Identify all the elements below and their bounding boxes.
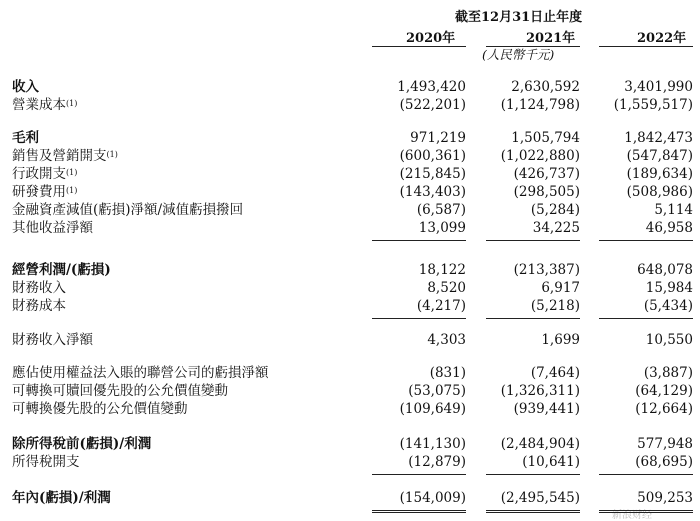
- value-2021: 6,917: [541, 280, 580, 296]
- value-2021: (2,495,545): [500, 490, 580, 506]
- table-row: [0, 184, 700, 201]
- row-label-text: 營業成本: [12, 97, 66, 113]
- value-2020: (141,130): [399, 436, 466, 452]
- table-row: [0, 383, 700, 400]
- row-label-text: 財務收入淨額: [12, 332, 93, 348]
- row-label-text: 毛利: [12, 130, 39, 146]
- value-2020: (522,201): [399, 97, 466, 113]
- row-label: [12, 166, 77, 183]
- row-label-text: 研發費用: [12, 184, 66, 200]
- total-double-rule: [372, 510, 466, 513]
- row-label: [12, 130, 39, 147]
- value-2021: (298,505): [513, 184, 580, 200]
- table-row: [0, 280, 700, 297]
- value-2022: 509,253: [637, 490, 693, 506]
- row-label-text: 其他收益淨額: [12, 220, 93, 236]
- header-rule-2: [486, 46, 580, 47]
- year-2022-header: 2022年: [637, 31, 687, 46]
- row-label-text: 可轉換優先股的公允價值變動: [12, 401, 188, 417]
- value-2020: (109,649): [399, 401, 466, 417]
- value-2022: (3,887): [643, 365, 693, 381]
- subtotal-rule: [599, 318, 693, 319]
- value-2021: (213,387): [513, 262, 580, 278]
- value-2020: (831): [429, 365, 466, 381]
- value-2022: 1,842,473: [624, 130, 693, 146]
- row-label-text: 金融資產減值(虧損)淨額/減值虧損撥回: [12, 202, 244, 218]
- row-label-text: 收入: [12, 79, 39, 95]
- row-label: [12, 262, 111, 279]
- value-2022: 577,948: [637, 436, 693, 452]
- table-row: [0, 262, 700, 279]
- subtotal-rule: [372, 474, 466, 475]
- value-2020: (154,009): [399, 490, 466, 506]
- value-2021: 1,699: [541, 332, 580, 348]
- row-label: [12, 436, 151, 453]
- value-2022: 46,958: [645, 220, 693, 236]
- value-2021: (1,022,880): [500, 148, 580, 164]
- watermark: 新浪财经: [612, 510, 652, 521]
- value-2022: 10,550: [645, 332, 693, 348]
- year-2021-header: 2021年: [526, 31, 576, 46]
- table-row: [0, 365, 700, 382]
- value-2022: (547,847): [626, 148, 693, 164]
- row-label: [12, 454, 80, 471]
- table-row: [0, 298, 700, 315]
- row-label: [12, 332, 93, 349]
- total-double-rule: [486, 510, 580, 513]
- row-label: [12, 97, 77, 114]
- value-2021: 34,225: [532, 220, 580, 236]
- subtotal-rule: [599, 240, 693, 241]
- subtotal-rule: [486, 318, 580, 319]
- subtotal-rule: [372, 240, 466, 241]
- value-2021: (1,124,798): [500, 97, 580, 113]
- value-2021: 1,505,794: [511, 130, 580, 146]
- row-label-text: 年內(虧損)/利潤: [12, 490, 111, 506]
- row-label: [12, 148, 118, 165]
- year-2020-header: 2020年: [406, 31, 456, 46]
- footnote-marker: (1): [106, 150, 118, 159]
- row-label: [12, 365, 269, 382]
- row-label-text: 應佔使用權益法入賬的聯營公司的虧損淨額: [12, 365, 269, 381]
- value-2020: 971,219: [410, 130, 466, 146]
- table-row: [0, 97, 700, 114]
- value-2022: (1,559,517): [613, 97, 693, 113]
- value-2022: 15,984: [645, 280, 693, 296]
- table-row: [0, 166, 700, 183]
- table-row: [0, 454, 700, 471]
- row-label: [12, 280, 66, 297]
- table-row: [0, 148, 700, 165]
- table-row: [0, 220, 700, 237]
- value-2021: (2,484,904): [500, 436, 580, 452]
- value-2020: (12,879): [408, 454, 466, 470]
- row-label-text: 可轉換可贖回優先股的公允價值變動: [12, 383, 228, 399]
- value-2020: (600,361): [399, 148, 466, 164]
- value-2020: 13,099: [418, 220, 466, 236]
- row-label-text: 銷售及營銷開支: [12, 148, 107, 164]
- table-row: [0, 490, 700, 507]
- value-2021: (939,441): [513, 401, 580, 417]
- header-rule-3: [599, 46, 693, 47]
- value-2020: 18,122: [418, 262, 466, 278]
- value-2021: (5,284): [530, 202, 580, 218]
- row-label: [12, 383, 228, 400]
- row-label-text: 行政開支: [12, 166, 66, 182]
- value-2021: (426,737): [513, 166, 580, 182]
- value-2021: (10,641): [522, 454, 580, 470]
- currency-unit: (人民幣千元): [482, 47, 555, 62]
- total-double-rule: [599, 510, 693, 513]
- value-2022: (508,986): [626, 184, 693, 200]
- value-2020: (4,217): [416, 298, 466, 314]
- value-2020: (143,403): [399, 184, 466, 200]
- row-label: [12, 220, 93, 237]
- table-row: [0, 436, 700, 453]
- value-2022: (189,634): [626, 166, 693, 182]
- row-label: [12, 202, 243, 219]
- row-label: [12, 298, 66, 315]
- row-label: [12, 490, 111, 507]
- row-label-text: 除所得稅前(虧損)/利潤: [12, 436, 152, 452]
- table-row: [0, 401, 700, 418]
- value-2020: 1,493,420: [397, 79, 466, 95]
- value-2020: 8,520: [427, 280, 466, 296]
- value-2020: (215,845): [399, 166, 466, 182]
- table-row: [0, 130, 700, 147]
- table-row: [0, 202, 700, 219]
- table-row: [0, 79, 700, 96]
- value-2022: 5,114: [654, 202, 693, 218]
- value-2022: (64,129): [635, 383, 693, 399]
- row-label: [12, 184, 77, 201]
- value-2022: 3,401,990: [624, 79, 693, 95]
- row-label-text: 財務成本: [12, 298, 66, 314]
- header-rule-1: [372, 46, 466, 47]
- period-header: 截至12月31日止年度: [455, 10, 583, 25]
- footnote-marker: (1): [66, 186, 78, 195]
- subtotal-rule: [599, 474, 693, 475]
- value-2021: (5,218): [530, 298, 580, 314]
- row-label-text: 經營利潤/(虧損): [12, 262, 111, 278]
- value-2022: 648,078: [637, 262, 693, 278]
- row-label-text: 所得稅開支: [12, 454, 80, 470]
- row-label: [12, 79, 39, 96]
- row-label-text: 財務收入: [12, 280, 66, 296]
- footnote-marker: (1): [66, 99, 78, 108]
- value-2021: (1,326,311): [500, 383, 580, 399]
- value-2020: (53,075): [408, 383, 466, 399]
- value-2022: (68,695): [635, 454, 693, 470]
- value-2020: (6,587): [416, 202, 466, 218]
- table-row: [0, 332, 700, 349]
- subtotal-rule: [486, 240, 580, 241]
- value-2022: (5,434): [643, 298, 693, 314]
- footnote-marker: (1): [66, 168, 78, 177]
- row-label: [12, 401, 188, 418]
- value-2022: (12,664): [635, 401, 693, 417]
- value-2020: 4,303: [427, 332, 466, 348]
- subtotal-rule: [486, 474, 580, 475]
- subtotal-rule: [372, 318, 466, 319]
- value-2021: 2,630,592: [511, 79, 580, 95]
- value-2021: (7,464): [530, 365, 580, 381]
